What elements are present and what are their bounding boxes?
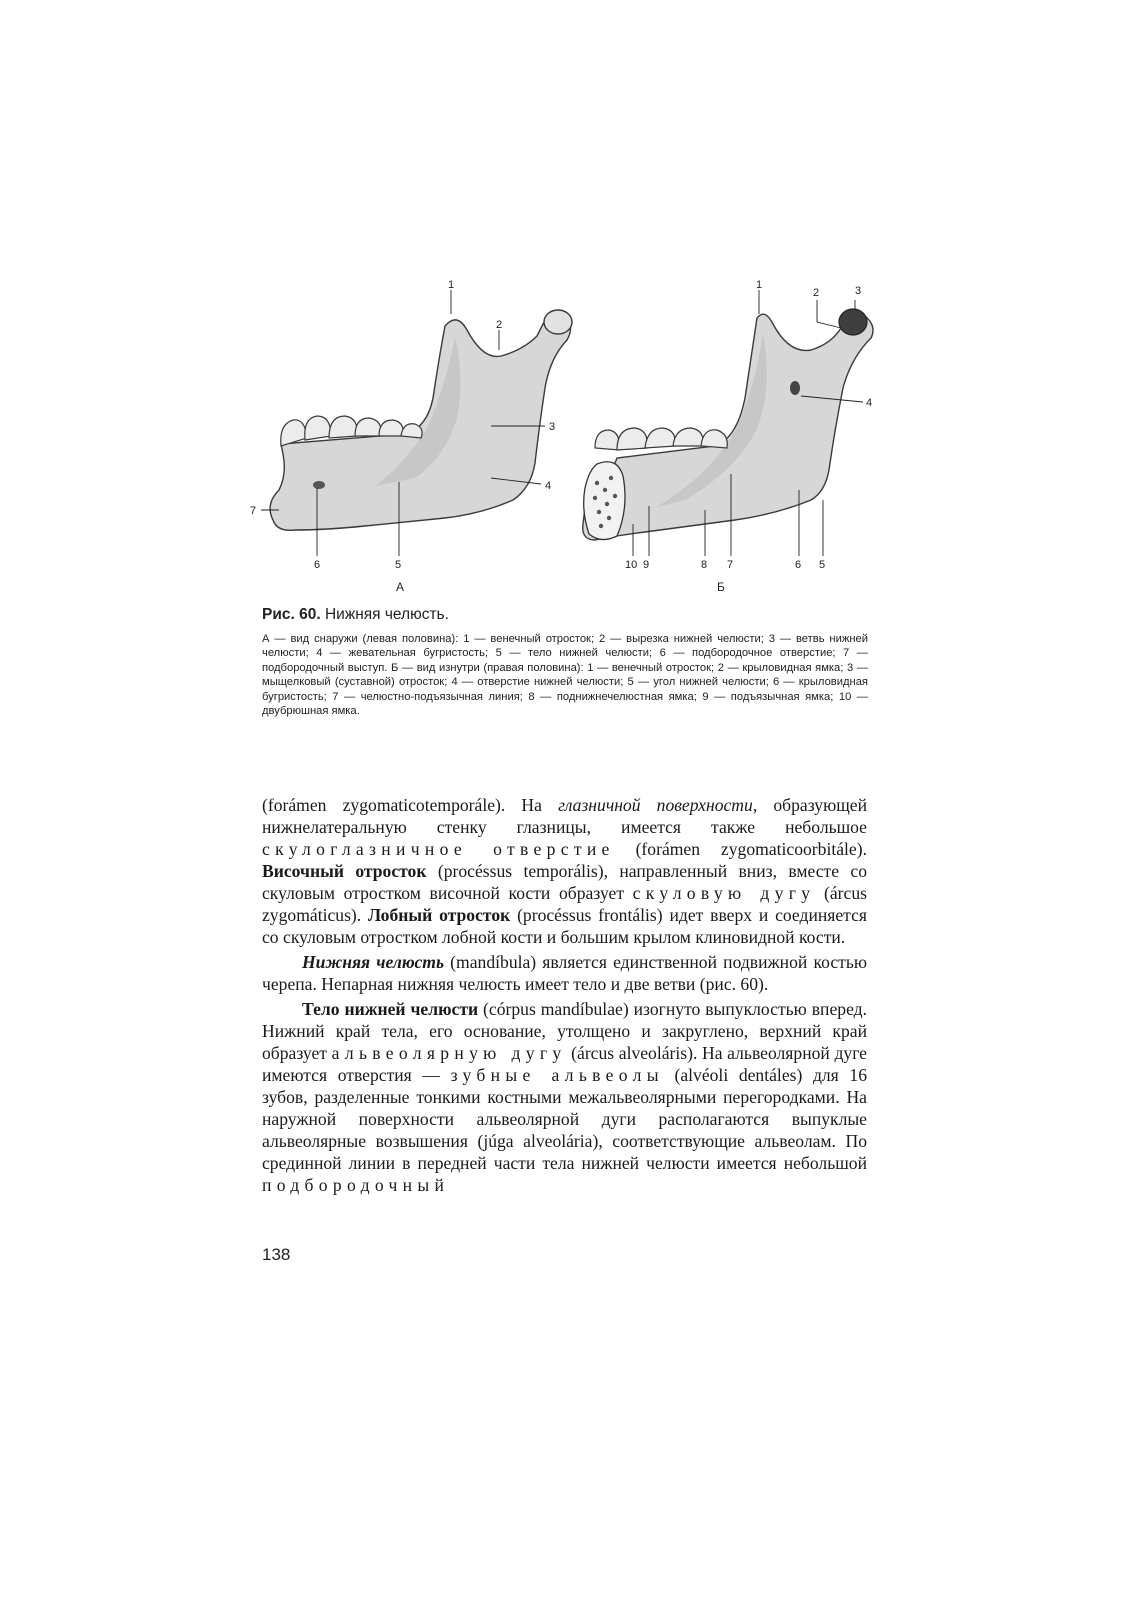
figure-caption xyxy=(262,606,868,718)
label-b-7: 7 xyxy=(727,559,734,571)
label-b-3: 3 xyxy=(855,285,862,297)
p1-text-3: (forámen zygomaticoorbitále). xyxy=(614,839,867,859)
label-b-5: 5 xyxy=(819,559,826,571)
p1-term-frontal-process: Лобный отросток xyxy=(368,905,511,925)
condyle-b xyxy=(839,309,867,335)
caption-title xyxy=(262,606,868,624)
panel-label-a: А xyxy=(396,580,405,594)
label-b-2: 2 xyxy=(813,287,820,299)
mental-foramen xyxy=(313,481,325,489)
label-a-3: 3 xyxy=(549,421,556,433)
mandible-illustration xyxy=(245,278,895,608)
label-b-9: 9 xyxy=(643,559,650,571)
label-a-2: 2 xyxy=(496,319,503,331)
p3-text-1: (córpus mandíbulae) изогнуто выпуклостью вперед. Нижний край тела, его основание, утолщено и закруглено, верхний край образует xyxy=(262,999,867,1063)
p3-term-alveolar-arch: альвеолярную дугу xyxy=(331,1043,567,1063)
p3-term-body: Тело нижней челюсти xyxy=(302,999,479,1019)
mandible-inner-view xyxy=(583,290,873,556)
p1-term-orbital-surface: глазничной поверхности xyxy=(558,795,753,815)
p1-text-4: (procéssus temporális), направленный вниз, вместе со скуловым отростком височной кости образует xyxy=(262,861,867,903)
p3-term-mental: подбородочный xyxy=(262,1175,450,1195)
caption-text: А — вид снаружи (левая половина): 1 — венечный отросток; 2 — вырезка нижней челюсти; 3 — ветвь нижней челюсти; 4 — жевательная бугристость; 5 — тело нижней челюсти; 6 — подбородочное отверстие; 7 — подбородочный выступ. Б — вид изнутри (правая половина): 1 — венечный отросток; 2 — крыловидная ямка; 3 — мыщелковый (суставной) отросток; 4 — отверстие нижней челюсти; 5 — угол нижней челюсти; 6 — крыловидная бугристость; 7 — челюстно-подъязычная линия; 8 — поднижнечелюстная ямка; 9 — подъязычная ямка; 10 — двубрюшная ямка. xyxy=(262,633,868,718)
paragraph-mandible xyxy=(262,951,867,995)
paragraph-mandible-body xyxy=(262,998,867,1196)
teeth-row-b xyxy=(595,428,727,450)
label-a-4: 4 xyxy=(545,480,552,492)
label-a-5: 5 xyxy=(395,559,402,571)
mandibular-foramen xyxy=(790,381,800,395)
label-b-6: 6 xyxy=(795,559,802,571)
label-b-4: 4 xyxy=(866,397,873,409)
p3-text-3: (alvéoli dentáles) для 16 зубов, разделенные тонкими костными межальвеолярными перегородками. На наружной поверхности альвеолярной дуги располагаются выпуклые альвеолярные возвышения (júga alveolária), соответствующие альвеолам. По срединной линии в передней части тела нижней челюсти имеется небольшой xyxy=(262,1065,867,1173)
caption-prefix: Рис. 60. xyxy=(262,606,321,623)
cross-section xyxy=(584,462,625,540)
p1-text-2: , образующей нижнелатеральную стенку глазницы, имеется также небольшое xyxy=(262,795,868,837)
panel-label-b: Б xyxy=(717,580,725,594)
label-a-7: 7 xyxy=(250,505,257,517)
paragraph-zygomatic xyxy=(262,794,867,948)
label-b-10: 10 xyxy=(625,559,638,571)
mandible-outer-view xyxy=(261,290,572,556)
body-text xyxy=(262,794,867,1196)
p3-term-dental-alveoli: зубные альвеолы xyxy=(450,1065,664,1085)
p1-text-5: (árcus zygomáticus). xyxy=(262,883,867,925)
page-number: 138 xyxy=(262,1245,291,1264)
p1-term-zygomatic-arch: скуловую дугу xyxy=(632,883,816,903)
label-b-8: 8 xyxy=(701,559,708,571)
p1-term-zygomatico-orbital-foramen: скулоглазничное отверстие xyxy=(262,839,615,859)
p2-text: (mandíbula) является единственной подвижной костью черепа. Непарная нижняя челюсть имеет тело и две ветви (рис. 60). xyxy=(262,952,868,994)
p3-text-2: (árcus alveoláris). На альвеолярной дуге имеются отверстия — xyxy=(262,1043,867,1085)
p1-text-6: (procéssus frontális) идет вверх и соединяется со скуловым отростком лобной кости и большим крылом клиновидной кости. xyxy=(262,905,867,947)
p1-text-1: (forámen zygomaticotemporále). На xyxy=(262,795,559,815)
caption-title-text: Нижняя челюсть. xyxy=(324,606,449,623)
condyle xyxy=(544,310,572,334)
label-a-1: 1 xyxy=(448,279,455,291)
p2-term-mandible: Нижняя челюсть xyxy=(302,952,445,972)
label-b-1: 1 xyxy=(756,279,763,291)
label-a-6: 6 xyxy=(314,559,321,571)
p1-term-temporal-process: Височный отросток xyxy=(262,861,427,881)
mandible-figure xyxy=(245,278,895,608)
